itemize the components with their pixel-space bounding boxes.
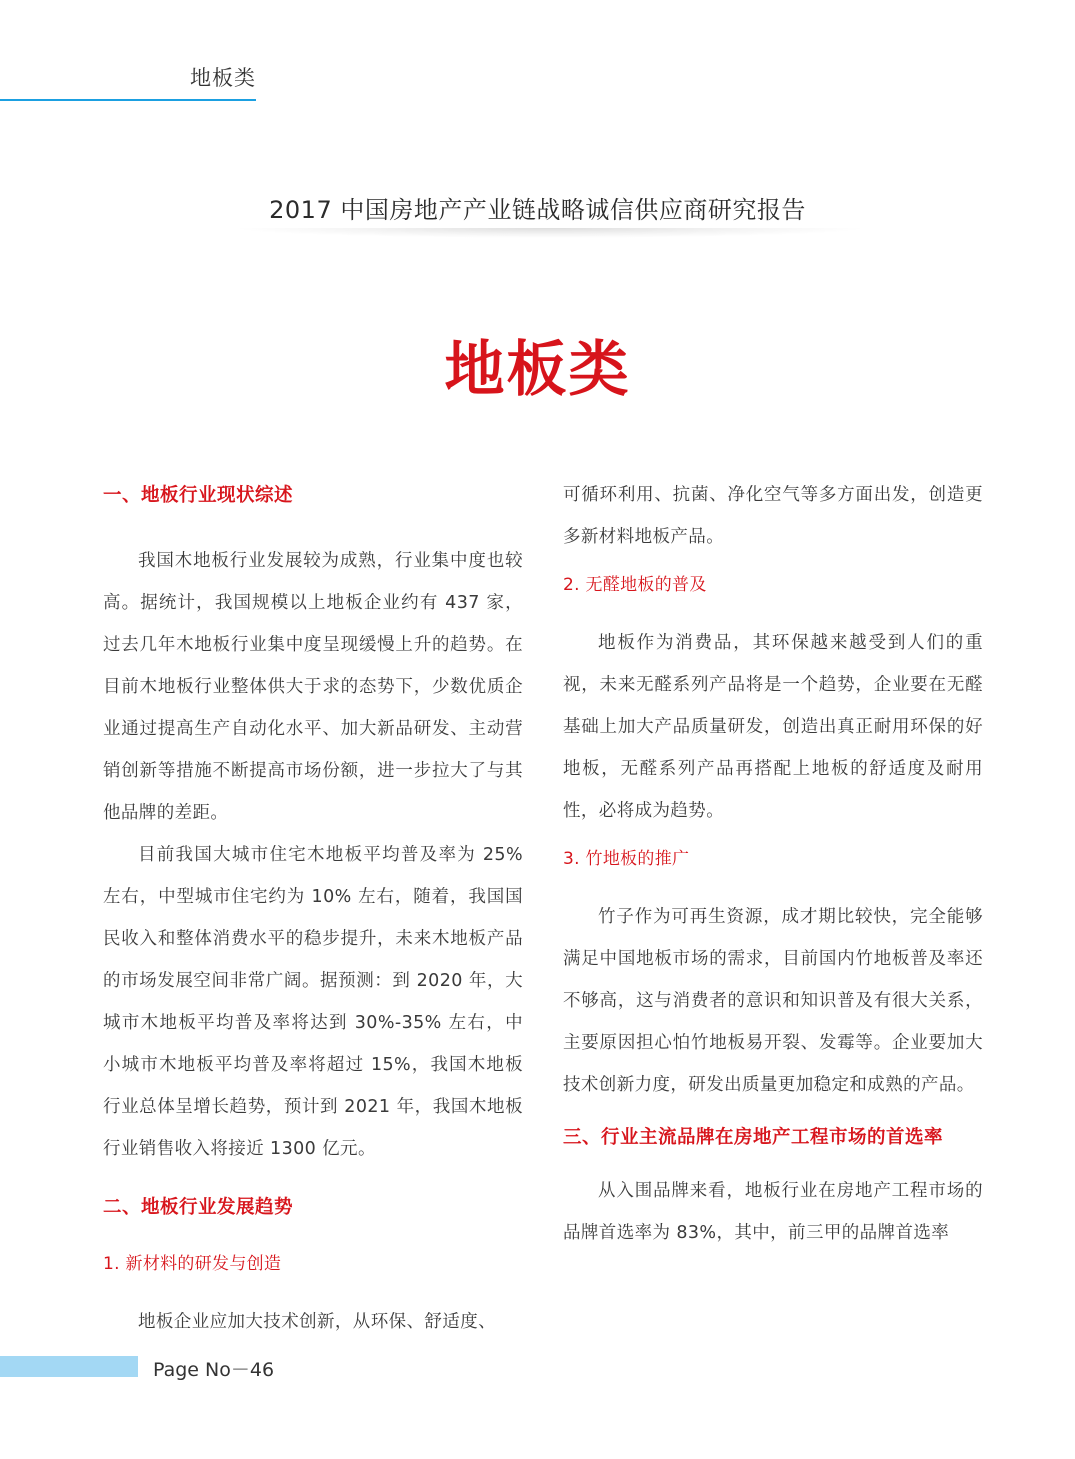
- paragraph: 可循环利用、抗菌、净化空气等多方面出发，创造更多新材料地板产品。: [563, 485, 983, 547]
- section-heading-3: 三、行业主流品牌在房地产工程市场的首选率: [563, 1127, 944, 1148]
- paragraph: 我国木地板行业发展较为成熟，行业集中度也较高。据统计，我国规模以上地板企业约有 437 家，过去几年木地板行业集中度呈现缓慢上升的趋势。在目前木地板行业整体供大于求的态势下，少数优质企业通过提高生产自动化水平、加大新品研发、主动营销创新等措施不断提高市场份额，进一步拉大了与其他品牌的差距。: [103, 551, 523, 823]
- paragraph: 地板作为消费品，其环保越来越受到人们的重视，未来无醛系列产品将是一个趋势，企业要在无醛基础上加大产品质量研发，创造出真正耐用环保的好地板，无醛系列产品再搭配上地板的舒适度及耐用性，必将成为趋势。: [563, 633, 983, 821]
- subsection-heading-3: 3. 竹地板的推广: [563, 849, 690, 869]
- right-column: [563, 478, 983, 1254]
- paragraph: 地板企业应加大技术创新，从环保、舒适度、: [138, 1312, 496, 1332]
- page-title: 地板类: [444, 335, 631, 405]
- subsection-heading-2: 2. 无醛地板的普及: [563, 575, 707, 595]
- title-shadow-divider: [230, 228, 870, 238]
- left-column: [103, 478, 523, 1343]
- header-section-label: 地板类: [190, 66, 256, 90]
- paragraph: 从入围品牌来看，地板行业在房地产工程市场的品牌首选率为 83%，其中，前三甲的品牌首选率: [563, 1181, 983, 1243]
- section-heading-1: 一、地板行业现状综述: [103, 485, 294, 506]
- header-divider: [0, 99, 256, 101]
- section-heading-2: 二、地板行业发展趋势: [103, 1197, 294, 1218]
- paragraph: 竹子作为可再生资源，成才期比较快，完全能够满足中国地板市场的需求，目前国内竹地板普及率还不够高，这与消费者的意识和知识普及有很大关系，主要原因担心怕竹地板易开裂、发霉等。企业要加大技术创新力度，研发出质量更加稳定和成熟的产品。: [563, 907, 983, 1095]
- subsection-heading-1: 1. 新材料的研发与创造: [103, 1254, 282, 1274]
- page-number: Page No－46: [153, 1359, 275, 1381]
- footer-accent-bar: [0, 1356, 138, 1377]
- paragraph: 目前我国大城市住宅木地板平均普及率为 25% 左右，中型城市住宅约为 10% 左右，随着，我国国民收入和整体消费水平的稳步提升，未来木地板产品的市场发展空间非常广阔。据预测：到 2020 年，大城市木地板平均普及率将达到 30%-35% 左右，中小城市木地板平均普及率将超过 15%，我国木地板行业总体呈增长趋势，预计到 2021 年，我国木地板行业销售收入将接近 1300 亿元。: [103, 845, 523, 1159]
- report-title: 2017 中国房地产产业链战略诚信供应商研究报告: [269, 196, 806, 224]
